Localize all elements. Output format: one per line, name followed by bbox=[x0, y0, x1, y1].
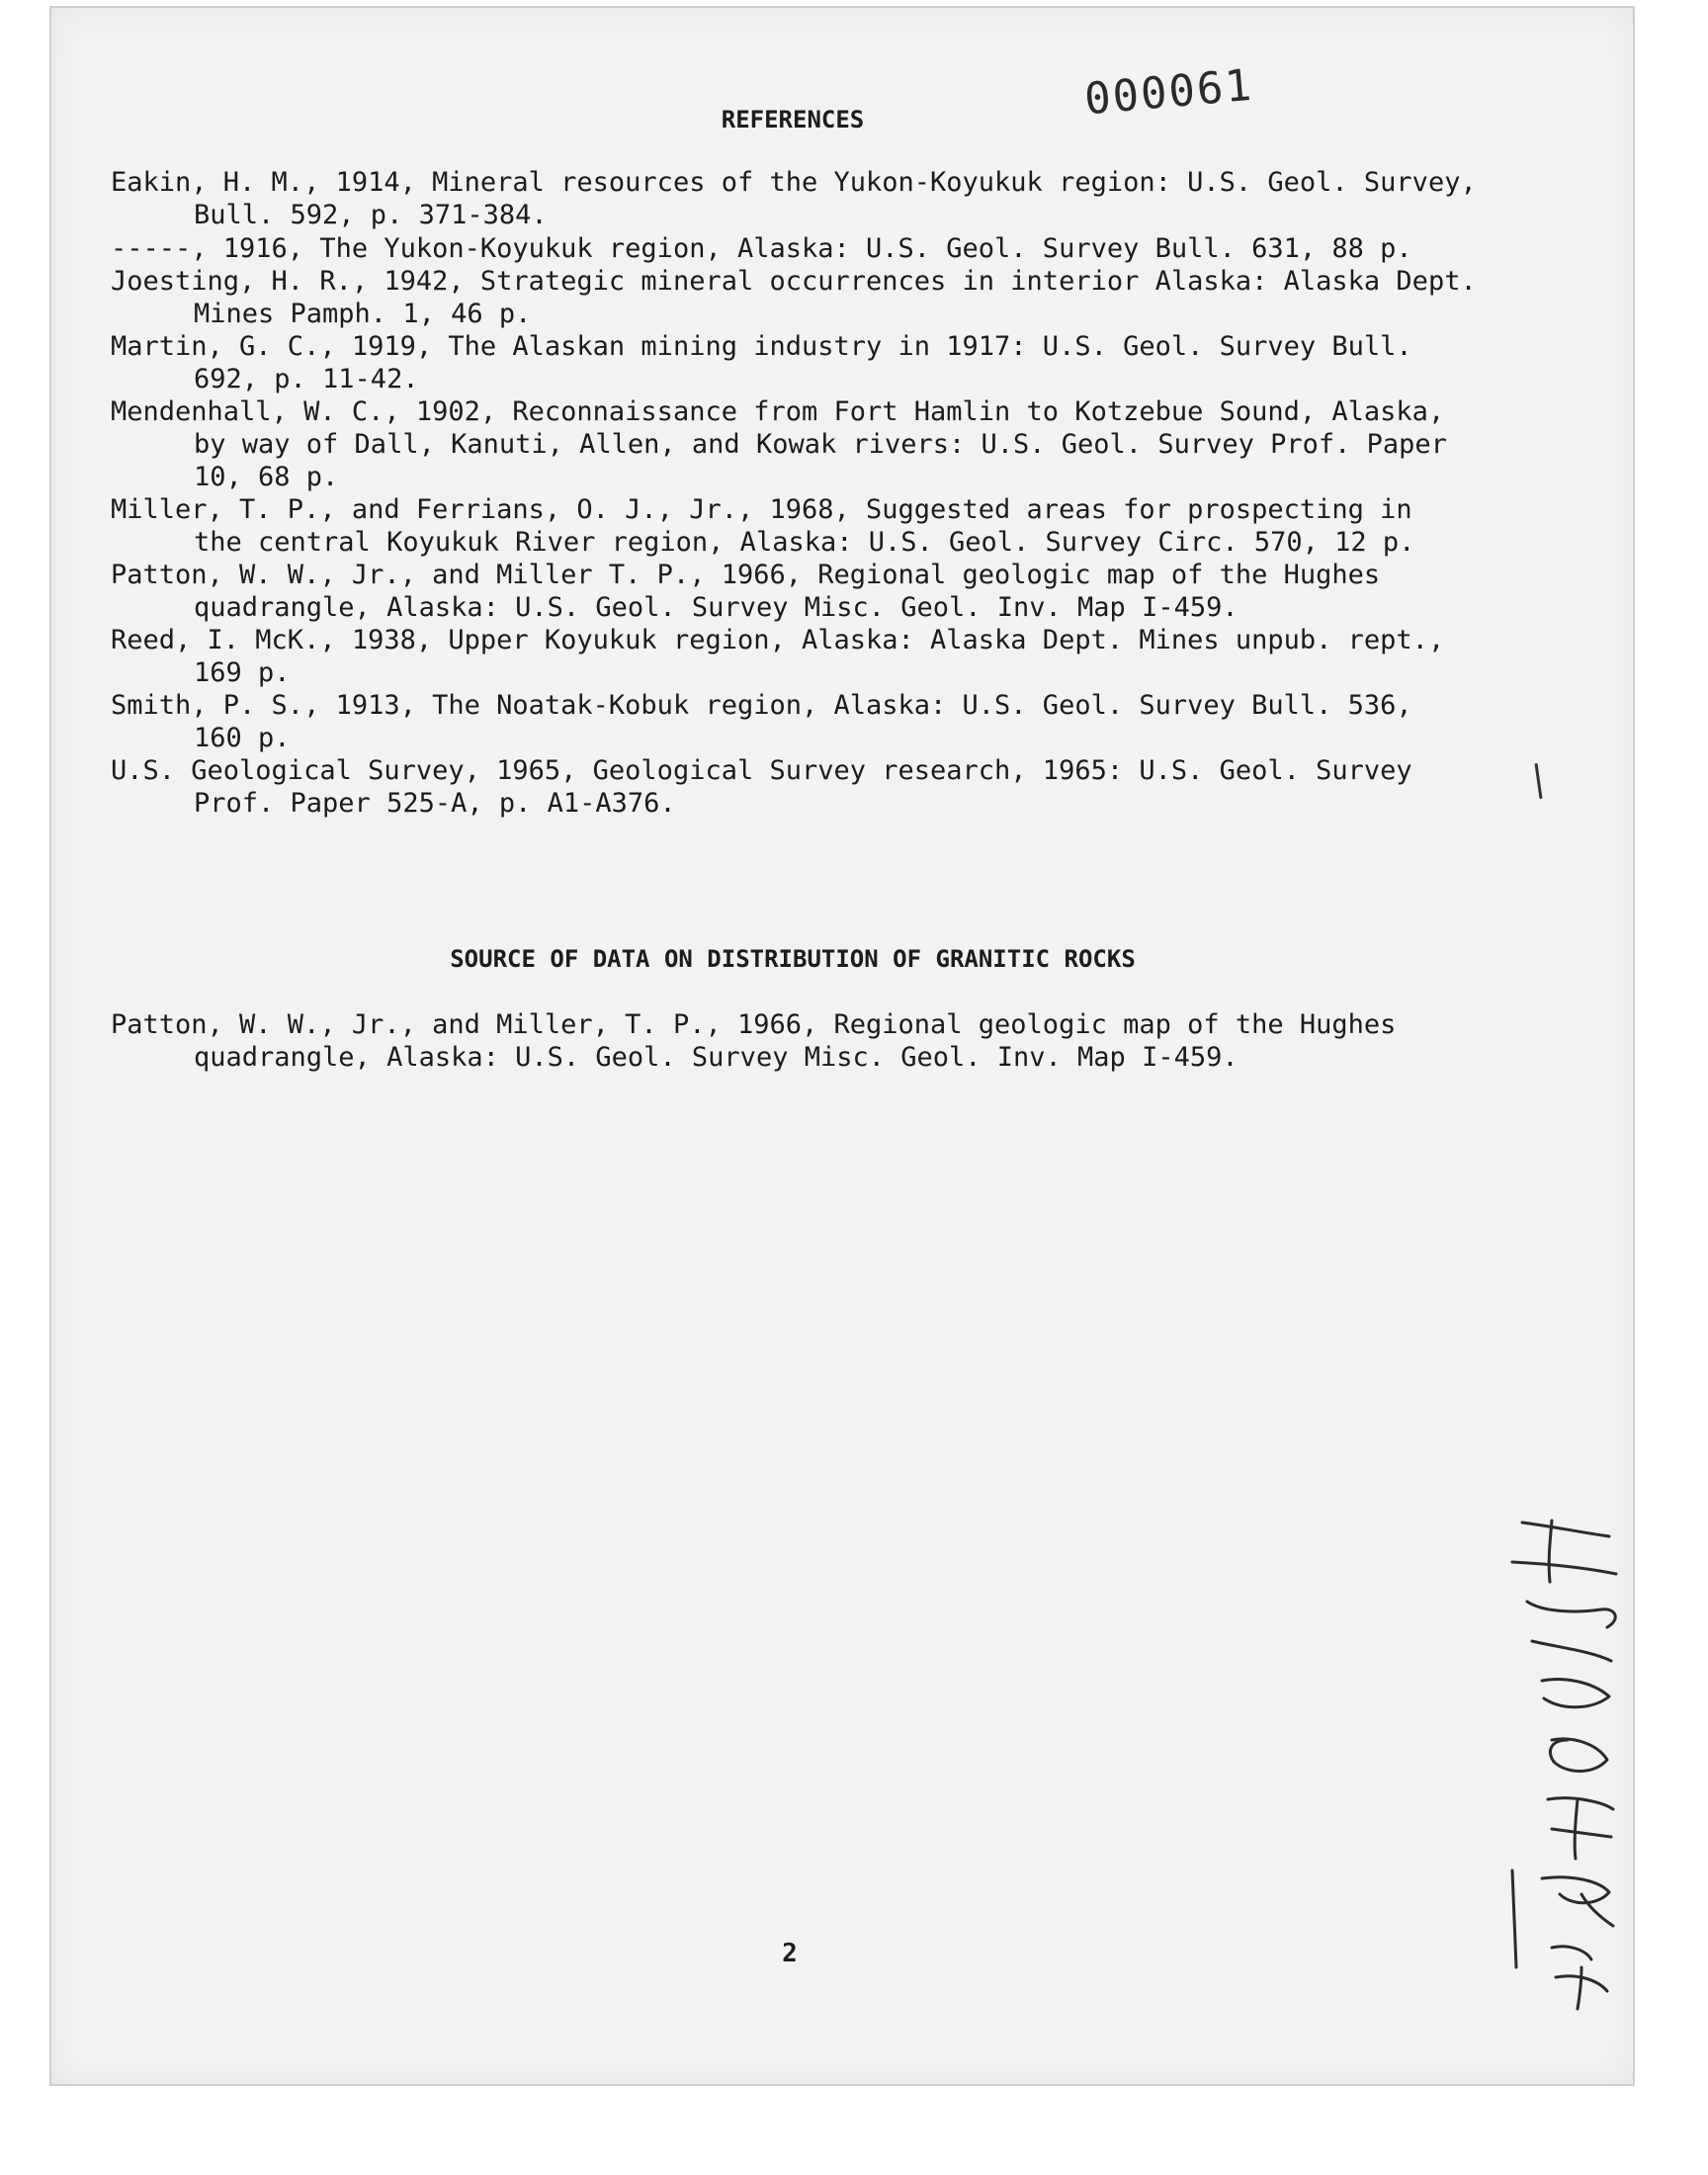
reference-entry bbox=[111, 754, 1477, 820]
source-list bbox=[111, 1008, 1396, 1074]
reference-line: Smith, P. S., 1913, The Noatak-Kobuk region, Alaska: U.S. Geol. Survey Bull. 536, bbox=[111, 690, 1412, 721]
handwritten-note bbox=[1483, 1503, 1641, 2017]
paper-sheet bbox=[49, 6, 1635, 2086]
document-stamp-number: 000061 bbox=[1082, 59, 1255, 126]
reference-line: Reed, I. McK., 1938, Upper Koyukuk region, Alaska: Alaska Dept. Mines unpub. rept., bbox=[111, 625, 1445, 655]
reference-line: 160 p. bbox=[194, 723, 291, 753]
reference-entry bbox=[111, 624, 1477, 689]
reference-line: 169 p. bbox=[194, 657, 291, 688]
source-section-heading: SOURCE OF DATA ON DISTRIBUTION OF GRANITIC ROCKS bbox=[450, 945, 1136, 973]
reference-entry bbox=[111, 232, 1477, 265]
reference-entry bbox=[111, 689, 1477, 754]
reference-entry bbox=[111, 493, 1477, 559]
reference-line: quadrangle, Alaska: U.S. Geol. Survey Misc. Geol. Inv. Map I-459. bbox=[194, 1042, 1238, 1073]
references-list bbox=[111, 166, 1477, 820]
references-heading: REFERENCES bbox=[721, 106, 865, 133]
reference-line: Miller, T. P., and Ferrians, O. J., Jr., 1968, Suggested areas for prospecting in bbox=[111, 494, 1412, 525]
reference-line: Patton, W. W., Jr., and Miller, T. P., 1966, Regional geologic map of the Hughes bbox=[111, 1009, 1397, 1040]
reference-entry bbox=[111, 330, 1477, 395]
reference-line: the central Koyukuk River region, Alaska: U.S. Geol. Survey Circ. 570, 12 p. bbox=[194, 527, 1415, 558]
reference-line: -----, 1916, The Yukon-Koyukuk region, Alaska: U.S. Geol. Survey Bull. 631, 88 p. bbox=[111, 233, 1412, 264]
reference-line: Mendenhall, W. C., 1902, Reconnaissance from Fort Hamlin to Kotzebue Sound, Alaska, bbox=[111, 396, 1445, 427]
reference-entry bbox=[111, 166, 1477, 231]
reference-line: 10, 68 p. bbox=[194, 462, 339, 492]
reference-line: Joesting, H. R., 1942, Strategic mineral occurrences in interior Alaska: Alaska Dept. bbox=[111, 266, 1477, 297]
reference-entry bbox=[111, 395, 1477, 493]
reference-line: Martin, G. C., 1919, The Alaskan mining industry in 1917: U.S. Geol. Survey Bull. bbox=[111, 331, 1412, 362]
reference-line: Patton, W. W., Jr., and Miller T. P., 1966, Regional geologic map of the Hughes bbox=[111, 560, 1381, 590]
reference-entry bbox=[111, 265, 1477, 330]
reference-line: quadrangle, Alaska: U.S. Geol. Survey Misc. Geol. Inv. Map I-459. bbox=[194, 592, 1238, 623]
reference-line: Eakin, H. M., 1914, Mineral resources of the Yukon-Koyukuk region: U.S. Geol. Survey, bbox=[111, 167, 1477, 198]
reference-line: Bull. 592, p. 371-384. bbox=[194, 200, 548, 230]
reference-line: Prof. Paper 525-A, p. A1-A376. bbox=[194, 788, 676, 819]
reference-line: U.S. Geological Survey, 1965, Geological Survey research, 1965: U.S. Geol. Survey bbox=[111, 755, 1412, 786]
reference-line: Mines Pamph. 1, 46 p. bbox=[194, 299, 532, 329]
page-number: 2 bbox=[782, 1939, 798, 1968]
reference-line: 692, p. 11-42. bbox=[194, 364, 419, 394]
reference-entry bbox=[111, 559, 1477, 624]
reference-line: by way of Dall, Kanuti, Allen, and Kowak rivers: U.S. Geol. Survey Prof. Paper bbox=[194, 429, 1447, 460]
reference-entry bbox=[111, 1008, 1396, 1074]
